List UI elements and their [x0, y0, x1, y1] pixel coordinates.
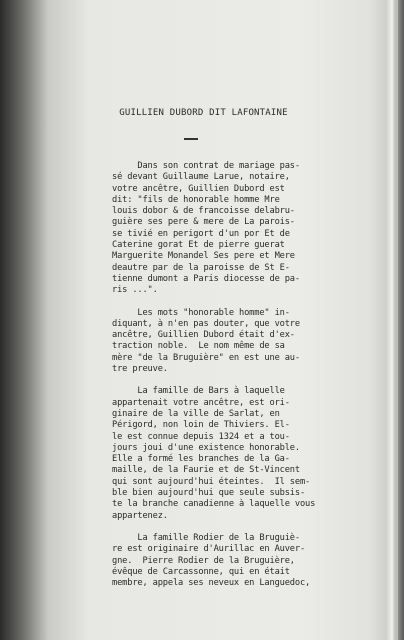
text-line: louis dobor & de francoisse delabru-	[112, 206, 295, 217]
text-line: ancêtre, Guillien Dubord était d'ex-	[112, 330, 295, 341]
text-line: diquant, à n'en pas douter, que votre	[112, 318, 300, 329]
text-line: qui sont aujourd'hui éteintes. Il sem-	[112, 476, 311, 487]
text-line: appartenait votre ancêtre, est ori-	[112, 397, 290, 408]
text-line: te la branche canadienne à laquelle vous	[112, 499, 316, 510]
text-line: ble bien aujourd'hui que seule subsis-	[112, 488, 306, 499]
text-line: guière ses pere & mere de La parois-	[112, 217, 295, 228]
text-line: gne. Pierre Rodier de la Bruguière,	[112, 555, 295, 566]
text-line: le est connue depuis 1324 et a tou-	[112, 431, 290, 442]
paragraph-4	[112, 533, 374, 589]
text-line: maille, de la Faurie et de St-Vincent	[112, 465, 300, 476]
text-line: membre, appela ses neveux en Languedoc,	[112, 578, 311, 589]
text-line: traction noble. Le nom même de sa	[112, 341, 285, 352]
paragraph-3	[112, 386, 374, 522]
paragraph-1	[112, 161, 374, 297]
text-line: La famille Rodier de la Bruguiè-	[112, 532, 300, 543]
text-line: mère "de la Bruguière" en est une au-	[112, 352, 300, 363]
text-line: Les mots "honorable homme" in-	[112, 307, 290, 318]
text-line: Marguerite Monandel Ses pere et Mere	[112, 251, 295, 262]
text-line: tienne dumont a Paris diocesse de pa-	[112, 273, 300, 284]
text-line: La famille de Bars à laquelle	[112, 386, 285, 397]
text-line: sé devant Guillaume Larue, notaire,	[112, 172, 290, 183]
document-title: GUILLIEN DUBORD DIT LAFONTAINE	[119, 108, 288, 118]
text-line: ginaire de la ville de Sarlat, en	[112, 408, 280, 419]
body-text	[112, 161, 374, 600]
page-edge	[395, 0, 398, 640]
text-line: re est originaire d'Aurillac en Auver-	[112, 544, 306, 555]
text-line: Caterine gorat Et de pierre guerat	[112, 240, 285, 251]
text-line: évêque de Carcassonne, qui en était	[112, 566, 290, 577]
text-line: tre preuve.	[112, 364, 168, 375]
paragraph-2	[112, 308, 374, 376]
text-line: Dans son contrat de mariage pas-	[112, 161, 300, 171]
text-line: dit: "fils de honorable homme Mre	[112, 194, 280, 205]
text-line: ris ...".	[112, 285, 158, 296]
text-line: appartenez.	[112, 510, 168, 521]
text-line: votre ancêtre, Guillien Dubord est	[112, 183, 285, 194]
text-line: deautre par de la paroisse de St E-	[112, 262, 290, 273]
title-rule	[184, 138, 198, 140]
text-line: jours joui d'une existence honorable.	[112, 442, 300, 453]
text-line: se tivié en perigort d'un por Et de	[112, 228, 290, 239]
text-line: Elle a formé les branches de la Ga-	[112, 454, 290, 465]
text-line: Périgord, non loin de Thiviers. El-	[112, 420, 290, 431]
